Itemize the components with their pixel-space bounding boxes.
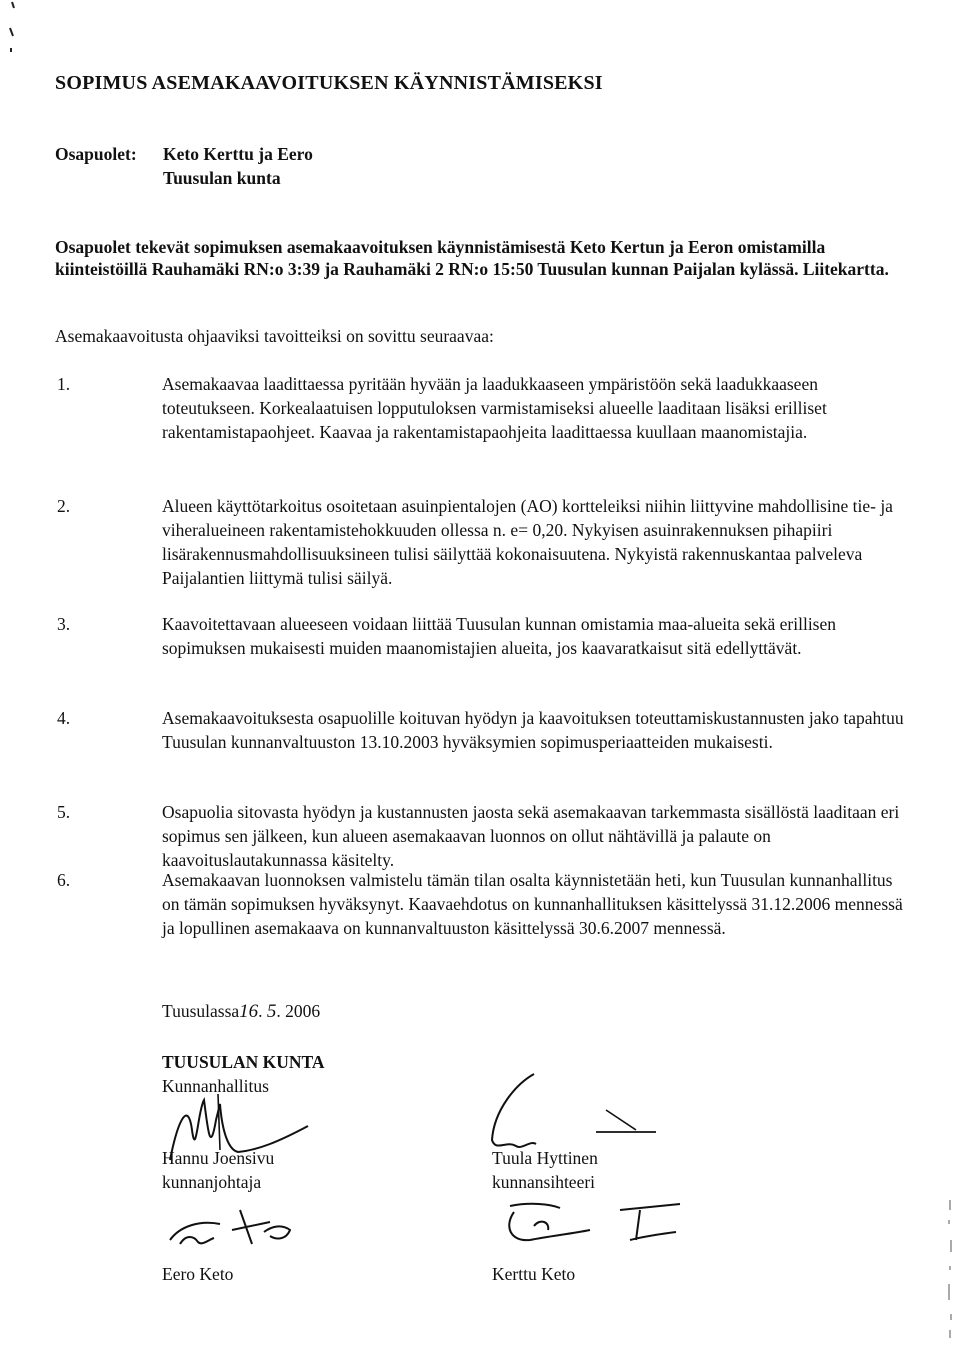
party-2: Tuusulan kunta: [163, 168, 281, 188]
item-number: 4.: [57, 708, 71, 728]
document-title: SOPIMUS ASEMAKAAVOITUKSEN KÄYNNISTÄMISEKSI: [55, 72, 603, 94]
scan-artifact: [0, 0, 30, 80]
date-day: 16: [239, 1001, 259, 1022]
goals-lead: Asemakaavoitusta ohjaaviksi tavoitteiksi on sovittu seuraavaa:: [55, 326, 494, 346]
item-text: Asemakaavoituksesta osapuolille koituvan hyödyn ja kaavoituksen toteuttamiskustannusten jako tapahtuu Tuusulan kunnanvaltuuston 13.10.2003 hyväksymien sopimusperiaatteiden mukaisesti.: [162, 708, 904, 752]
signatory-joensivu: [162, 1146, 274, 1194]
item-number: 3.: [57, 614, 71, 634]
signatory-name: Eero Keto: [162, 1264, 234, 1284]
item-number: 5.: [57, 802, 71, 822]
signatory-role: kunnansihteeri: [492, 1172, 596, 1192]
item-text: Alueen käyttötarkoitus osoitetaan asuinpientalojen (AO) kortteleiksi niihin liittyvine mahdollisine tie- ja viheralueineen rakentamistehokkuuden ollessa n. e= 0,20. Nykyisen asuinrakennuksen pihapiiri lisärakennusmahdollisuuksineen tulisi säilyttää kokonaisuutena. Nykyistä rakennuskantaa palveleva Paijalantien liittymä tulisi säilyä.: [162, 496, 893, 588]
date-year: 2006: [285, 1001, 321, 1021]
signatory-name: Hannu Joensivu: [162, 1148, 275, 1168]
signatory-role: kunnanjohtaja: [162, 1172, 262, 1192]
signatory-kerttu-keto: [492, 1262, 575, 1286]
list-item: [55, 706, 907, 754]
party-1: Keto Kerttu ja Eero: [163, 144, 313, 164]
org-body: Kunnanhallitus: [162, 1076, 269, 1096]
item-text: Kaavoitettavaan alueeseen voidaan liittää Tuusulan kunnan omistamia maa-alueita sekä erillisen sopimuksen mukaisesti muiden maanomistajien alueita, jos kaavaratkaisut sitä edellyttävät.: [162, 614, 837, 658]
parties-block: [55, 142, 313, 190]
signatory-name: Kerttu Keto: [492, 1264, 576, 1284]
item-number: 1.: [57, 374, 71, 394]
signatory-hyttinen: [492, 1146, 598, 1194]
item-text: Osapuolia sitovasta hyödyn ja kustannusten jaosta sekä asemakaavan tarkemmasta sisällöstä laaditaan eri sopimus sen jälkeen, kun alueen asemakaavan luonnos on ollut nähtävillä ja palaute on kaavoituslautakunnassa käsitelty.: [162, 802, 900, 870]
list-item: [55, 612, 907, 660]
list-item: [55, 800, 907, 872]
date-month: 5: [266, 1001, 277, 1022]
list-item: [55, 868, 907, 940]
item-text: Asemakaavan luonnoksen valmistelu tämän tilan osalta käynnistetään heti, kun Tuusulan kunnanhallitus on tämän sopimuksen hyväksynyt. Kaavaehdotus on kunnanhallituksen käsittelyssä 31.12.2006 mennessä ja lopullinen asemakaava on kunnanvaltuuston käsittelyssä 30.6.2007 mennessä.: [162, 870, 903, 938]
scan-edge-artifact: [946, 1200, 954, 1340]
signing-date: Tuusulassa16. 5. 2006: [162, 1001, 321, 1022]
item-number: 2.: [57, 496, 71, 516]
list-item: [55, 494, 907, 590]
org-name: TUUSULAN KUNTA: [162, 1052, 325, 1072]
item-number: 6.: [57, 870, 71, 890]
signature-kerttu-keto: [490, 1196, 690, 1256]
signatory-eero-keto: [162, 1262, 233, 1286]
list-item: [55, 372, 907, 444]
signatory-name: Tuula Hyttinen: [492, 1148, 598, 1168]
intro-paragraph: Osapuolet tekevät sopimuksen asemakaavoituksen käynnistämisestä Keto Kertun ja Eeron omistamilla kiinteistöillä Rauhamäki RN:o 3:39 ja Rauhamäki 2 RN:o 15:50 Tuusulan kunnan Paijalan kylässä. Liitekartta.: [55, 237, 889, 279]
signature-eero-keto: [160, 1200, 310, 1260]
parties-label: Osapuolet:: [55, 144, 137, 164]
place: Tuusulassa: [162, 1001, 240, 1021]
item-text: Asemakaavaa laadittaessa pyritään hyvään ja laadukkaaseen ympäristöön sekä laadukkaaseen toteutukseen. Korkealaatuisen lopputuloksen varmistamiseksi alueelle laaditaan lisäksi erilliset rakentamistapaohjeet. Kaavaa ja rakentamistapaohjeita laadittaessa kuullaan maanomistajia.: [162, 374, 827, 442]
